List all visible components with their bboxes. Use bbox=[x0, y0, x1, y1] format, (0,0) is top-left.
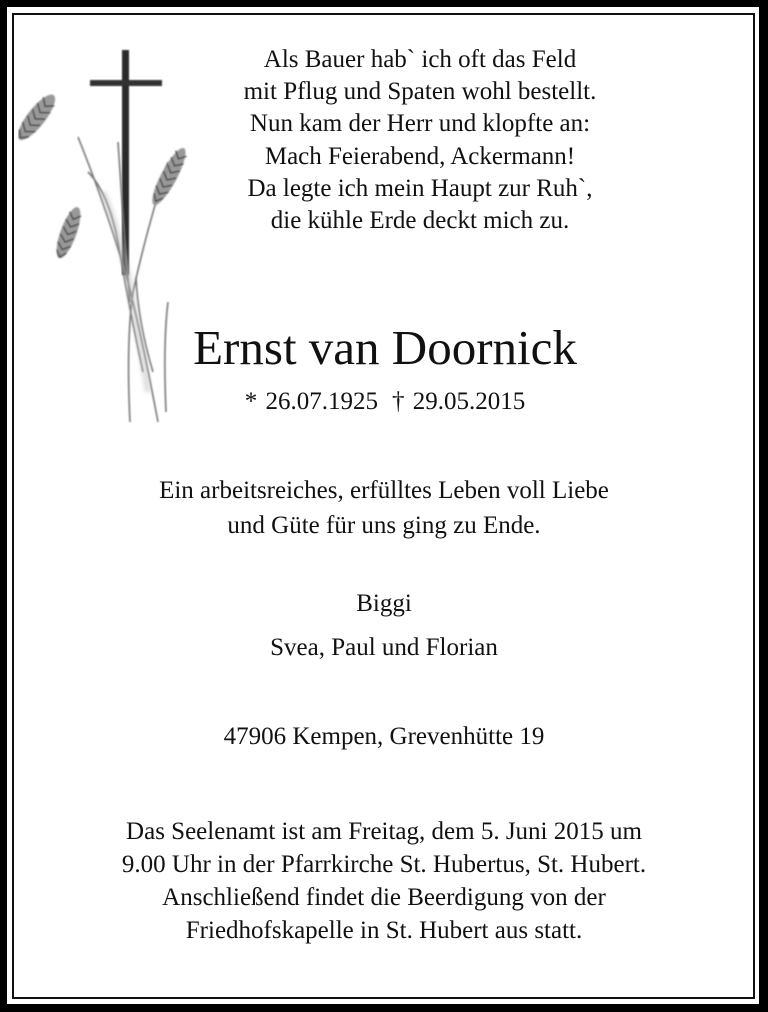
poem-line: mit Pflug und Spaten wohl bestellt. bbox=[243, 78, 597, 106]
service-line: Das Seelenamt ist am Freitag, dem 5. Juni 2015 um bbox=[126, 818, 642, 845]
birth-date: * 26.07.1925 bbox=[244, 388, 378, 415]
service-line: 9.00 Uhr in der Pfarrkirche St. Hubertus, St. Hubert. bbox=[121, 851, 647, 878]
service-info bbox=[0, 815, 768, 947]
family-primary: Biggi bbox=[356, 590, 412, 617]
service-line: Friedhofskapelle in St. Hubert aus statt. bbox=[185, 917, 583, 944]
family-children: Svea, Paul und Florian bbox=[270, 634, 498, 661]
poem-line: die kühle Erde deckt mich zu. bbox=[270, 207, 570, 235]
death-date: † 29.05.2015 bbox=[392, 388, 526, 415]
tribute-line: Ein arbeitsreiches, erfülltes Leben voll Liebe bbox=[159, 477, 609, 504]
tribute-text bbox=[0, 473, 768, 543]
service-line: Anschließend findet die Beerdigung von der bbox=[162, 884, 606, 911]
deceased-name: Ernst van Doornick bbox=[193, 320, 577, 375]
poem-line: Da legte ich mein Haupt zur Ruh`, bbox=[247, 174, 593, 202]
poem-line: Nun kam der Herr und klopfte an: bbox=[249, 110, 591, 138]
life-dates bbox=[210, 386, 560, 418]
cross-with-wheat-icon bbox=[18, 42, 188, 427]
poem-line: Mach Feierabend, Ackermann! bbox=[264, 142, 576, 170]
poem bbox=[200, 44, 640, 237]
poem-line: Als Bauer hab` ich oft das Feld bbox=[263, 46, 577, 73]
tribute-line: und Güte für uns ging zu Ende. bbox=[227, 512, 541, 539]
family-address: 47906 Kempen, Grevenhütte 19 bbox=[223, 723, 545, 750]
